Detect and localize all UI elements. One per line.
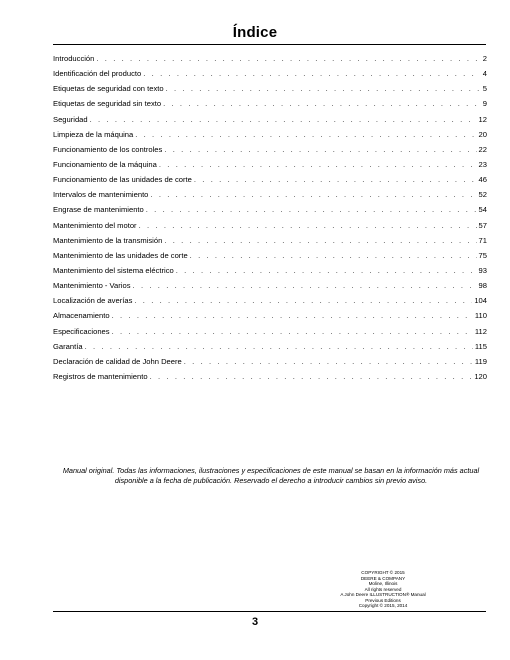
- toc-dot-leader: [164, 233, 476, 248]
- toc-dot-leader: [150, 187, 476, 202]
- toc-entry-page: 120: [474, 371, 487, 381]
- toc-entry-label: Mantenimiento de la transmisión: [53, 235, 163, 245]
- toc-entry[interactable]: [53, 248, 487, 263]
- toc-entry-label: Etiquetas de seguridad con texto: [53, 84, 164, 94]
- toc-entry-label: Especificaciones: [53, 326, 110, 336]
- toc-dot-leader: [159, 157, 477, 172]
- toc-entry[interactable]: [53, 187, 487, 202]
- toc-entry-page: 23: [478, 159, 487, 169]
- toc-entry-page: 22: [478, 144, 487, 154]
- toc-dot-leader: [164, 142, 476, 157]
- toc-entry[interactable]: [53, 233, 487, 248]
- toc-entry-page: 75: [478, 250, 487, 260]
- toc-entry[interactable]: [53, 142, 487, 157]
- toc-entry[interactable]: [53, 157, 487, 172]
- toc-dot-leader: [143, 66, 479, 81]
- toc-entry-page: 57: [478, 220, 487, 230]
- toc-entry[interactable]: [53, 324, 487, 339]
- toc-entry[interactable]: [53, 354, 487, 369]
- toc-entry-label: Identificación del producto: [53, 69, 142, 79]
- toc-entry[interactable]: [53, 172, 487, 187]
- toc-entry-label: Limpieza de la máquina: [53, 129, 134, 139]
- toc-dot-leader: [139, 218, 477, 233]
- toc-entry-label: Declaración de calidad de John Deere: [53, 356, 182, 366]
- footer-rule: [53, 611, 486, 612]
- toc-entry-label: Mantenimiento del sistema eléctrico: [53, 265, 174, 275]
- toc-dot-leader: [85, 339, 473, 354]
- toc-entry-page: 52: [478, 190, 487, 200]
- toc-entry-label: Etiquetas de seguridad sin texto: [53, 99, 162, 109]
- toc-dot-leader: [135, 127, 476, 142]
- toc-entry[interactable]: [53, 308, 487, 323]
- copyright-line: A John Deere ILLUSTRUCTION® Manual: [340, 592, 426, 597]
- toc-entry[interactable]: [53, 339, 487, 354]
- copyright-line: DEERE & COMPANY: [360, 575, 406, 581]
- toc-dot-leader: [133, 278, 477, 293]
- copyright-line: COPYRIGHT © 2015: [361, 570, 405, 575]
- toc-entry-page: 20: [478, 129, 487, 139]
- toc-entry-label: Funcionamiento de los controles: [53, 144, 163, 154]
- toc-entry-page: 93: [478, 265, 487, 275]
- toc-entry[interactable]: [53, 202, 487, 217]
- toc-entry-label: Registros de mantenimiento: [53, 371, 148, 381]
- toc-entry-label: Almacenamiento: [53, 311, 110, 321]
- toc-dot-leader: [194, 172, 477, 187]
- toc-entry-page: 112: [474, 326, 487, 336]
- toc-entry-label: Seguridad: [53, 114, 88, 124]
- toc-dot-leader: [150, 369, 473, 384]
- toc-entry-label: Funcionamiento de las unidades de corte: [53, 175, 192, 185]
- toc-entry-page: 5: [482, 84, 487, 94]
- toc-dot-leader: [112, 308, 473, 323]
- toc-entry[interactable]: [53, 293, 487, 308]
- toc-entry[interactable]: [53, 51, 487, 66]
- toc-entry[interactable]: [53, 127, 487, 142]
- toc-entry[interactable]: [53, 66, 487, 81]
- toc-entry-page: 4: [482, 69, 487, 79]
- toc-entry[interactable]: [53, 263, 487, 278]
- toc-dot-leader: [112, 324, 473, 339]
- toc-dot-leader: [163, 96, 479, 111]
- page-number: 3: [251, 616, 259, 628]
- toc-entry-label: Intervalos de mantenimiento: [53, 190, 149, 200]
- toc-entry[interactable]: [53, 278, 487, 293]
- toc-entry-page: 46: [478, 175, 487, 185]
- toc-dot-leader: [176, 263, 477, 278]
- toc-entry-label: Mantenimiento de las unidades de corte: [53, 250, 188, 260]
- copyright-line: All rights reserved: [364, 586, 402, 592]
- toc-entry-label: Engrase de mantenimiento: [53, 205, 144, 215]
- table-of-contents: [53, 51, 487, 384]
- toc-entry-page: 54: [478, 205, 487, 215]
- header-rule: [53, 44, 486, 45]
- copyright-line: Previous Editions: [365, 597, 401, 603]
- toc-entry-label: Garantía: [53, 341, 83, 351]
- toc-entry-page: 12: [478, 114, 487, 124]
- toc-entry-page: 71: [478, 235, 487, 245]
- toc-entry-label: Introducción: [53, 54, 95, 63]
- toc-entry[interactable]: [53, 96, 487, 111]
- toc-entry[interactable]: [53, 369, 487, 384]
- toc-entry[interactable]: [53, 81, 487, 96]
- toc-dot-leader: [134, 293, 472, 308]
- toc-entry-label: Mantenimiento - Varios: [53, 281, 131, 291]
- toc-entry-label: Mantenimiento del motor: [53, 220, 137, 230]
- toc-dot-leader: [184, 354, 473, 369]
- copyright-line: Copyright © 2015, 2014: [358, 603, 408, 608]
- toc-entry-page: 9: [482, 99, 487, 109]
- toc-dot-leader: [90, 112, 477, 127]
- toc-dot-leader: [96, 51, 479, 66]
- toc-entry-page: 104: [474, 296, 487, 306]
- disclaimer-text: Manual original. Todas las informaciones, ilustraciones y especificaciones de este manual se basan en la información más actual disponible a la fecha de publicación. Reservado el derecho a introducir cambios sin previo aviso.: [62, 466, 480, 485]
- toc-entry-page: 2: [482, 54, 487, 63]
- page-title: Índice: [232, 24, 278, 41]
- toc-entry-page: 119: [474, 356, 487, 366]
- toc-dot-leader: [190, 248, 477, 263]
- toc-dot-leader: [166, 81, 479, 96]
- toc-entry[interactable]: [53, 112, 487, 127]
- toc-entry-label: Localización de averías: [53, 296, 133, 306]
- copyright-block: [320, 570, 446, 609]
- toc-entry[interactable]: [53, 218, 487, 233]
- toc-dot-leader: [146, 202, 477, 217]
- toc-entry-page: 98: [478, 281, 487, 291]
- toc-entry-page: 115: [474, 341, 487, 351]
- toc-entry-page: 110: [474, 311, 487, 321]
- toc-entry-label: Funcionamiento de la máquina: [53, 159, 157, 169]
- copyright-line: Moline, Illinois: [368, 581, 398, 586]
